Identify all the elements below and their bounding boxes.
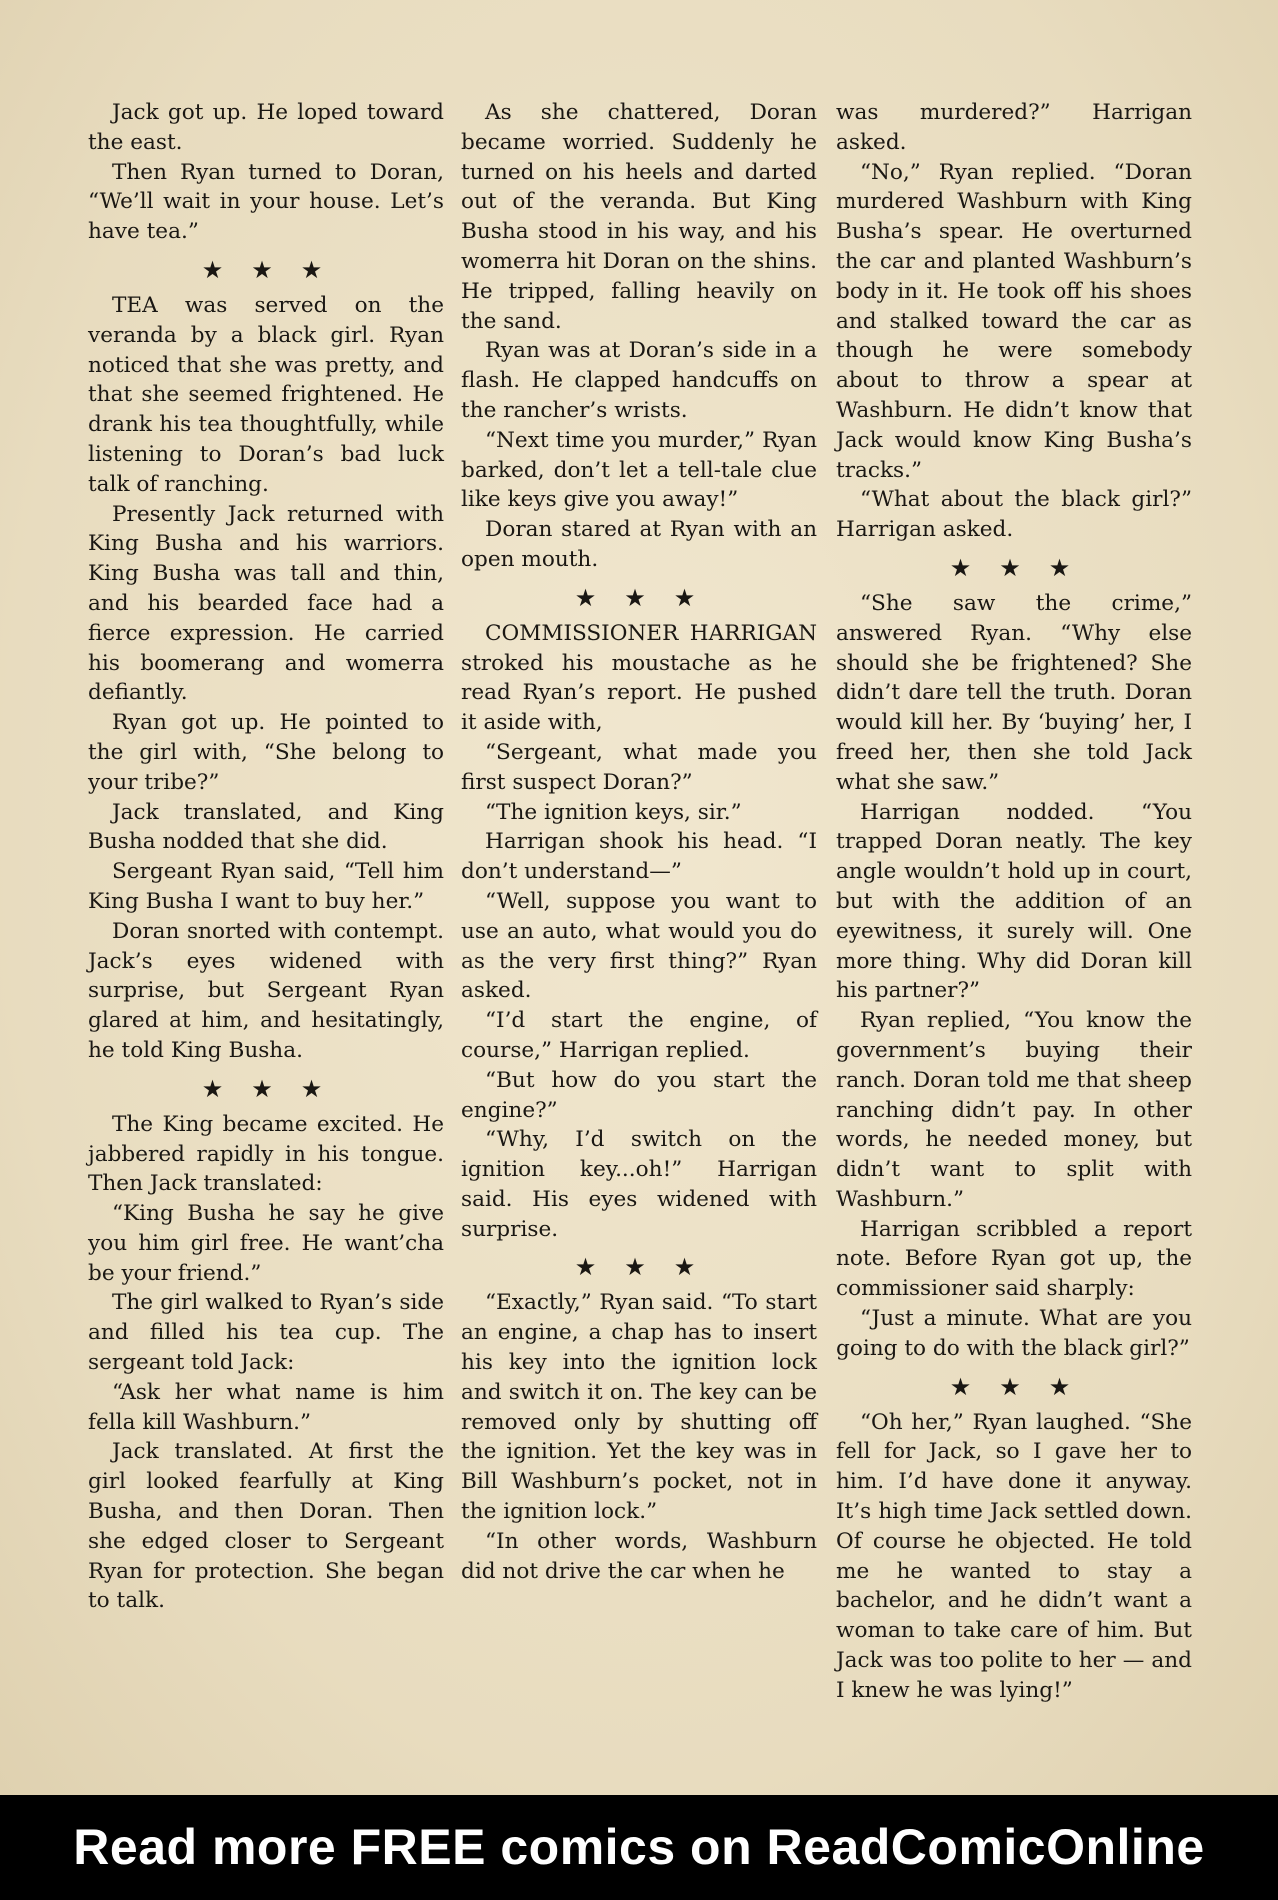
paragraph: “Just a minute. What are you going to do with the black girl?” [836,1306,1192,1361]
paragraph: “In other words, Washburn did not drive the car when he [461,1528,817,1584]
text-column-3 [836,98,1192,1706]
section-divider-stars: ★★★ [949,1372,1099,1401]
paragraph: “No,” Ryan replied. “Doran murdered Washburn with King Busha’s spear. He overturned the car and planted Washburn’s body in it. He took off his shoes and stalked toward the car as though he were somebody about to throw a spear at Washburn. He didn’t know that Jack would know King Busha’s tracks.” [836,159,1192,483]
paragraph: “Why, I’d switch on the ignition key...oh!” Harrigan said. His eyes widened with surprise. [461,1127,817,1242]
section-divider-stars: ★★★ [574,583,724,612]
text-column-1 [88,98,444,1616]
section-divider-stars: ★★★ [949,553,1099,582]
paragraph: TEA was served on the veranda by a black girl. Ryan noticed that she was pretty, and that she seemed frightened. He drank his tea thoughtfully, while listening to Doran’s bad luck talk of ranching. [88,292,444,497]
paragraph: “What about the black girl?” Harrigan asked. [836,487,1192,543]
paragraph: “But how do you start the engine?” [461,1067,817,1123]
paragraph: Then Ryan turned to Doran, “We’ll wait in your house. Let’s have tea.” [88,159,444,245]
section-divider-stars: ★★★ [201,255,351,284]
paragraph: Jack got up. He loped toward the east. [88,100,444,155]
paragraph: Doran snorted with contempt. Jack’s eyes widened with surprise, but Sergeant Ryan glared at him, and hesitatingly, he told King Busha. [88,918,444,1063]
paragraph: Harrigan nodded. “You trapped Doran neatly. The key angle wouldn’t hold up in court, but with the addition of an eyewitness, it surely will. One more thing. Why did Doran kill his partner?” [836,799,1192,1004]
paragraph: The King became excited. He jabbered rapidly in his tongue. Then Jack translated: [88,1111,444,1197]
paragraph: Ryan got up. He pointed to the girl with, “She belong to your tribe?” [88,710,444,795]
paragraph: Ryan was at Doran’s side in a flash. He clapped handcuffs on the rancher’s wrists. [461,338,817,423]
paragraph: COMMISSIONER HARRIGAN stroked his moustache as he read Ryan’s report. He pushed it aside with, [461,620,817,736]
section-divider-stars: ★★★ [201,1074,351,1103]
paragraph: Jack translated. At first the girl looked fearfully at King Busha, and then Doran. Then she edged closer to Sergeant Ryan for protection. She began to talk. [88,1439,444,1614]
promo-banner[interactable]: Read more FREE comics on ReadComicOnline [0,1795,1278,1900]
paragraph: Presently Jack returned with King Busha and his warriors. King Busha was tall and thin, and his bearded face had a fierce expression. He carried his boomerang and womerra defiantly. [88,501,444,706]
paragraph: “Ask her what name is him fella kill Washburn.” [88,1379,444,1435]
paragraph: Jack translated, and King Busha nodded that she did. [88,799,444,855]
paragraph: Harrigan scribbled a report note. Before Ryan got up, the commissioner said sharply: [836,1216,1192,1302]
paragraph: Sergeant Ryan said, “Tell him King Busha I want to buy her.” [88,859,444,914]
paragraph: “King Busha he say he give you him girl free. He want’cha be your friend.” [88,1201,444,1286]
paragraph: “Exactly,” Ryan said. “To start an engine, a chap has to insert his key into the ignition lock and switch it on. The key can be removed only by shutting off the ignition. Yet the key was in Bill Washburn’s pocket, not in the ignition lock.” [461,1290,817,1525]
paragraph: “Well, suppose you want to use an auto, what would you do as the very first thing?” Ryan asked. [461,888,817,1004]
section-divider-stars: ★★★ [574,1253,724,1282]
paragraph: The girl walked to Ryan’s side and filled his tea cup. The sergeant told Jack: [88,1290,444,1376]
continued-paragraph: was murdered?” Harrigan asked. [836,100,1192,155]
paragraph: Doran stared at Ryan with an open mouth. [461,517,817,572]
paragraph: “Oh her,” Ryan laughed. “She fell for Jack, so I gave her to him. I’d have done it anyway. It’s high time Jack settled down. Of course he objected. He told me he wanted to stay a bachelor, and he didn’t want a woman to take care of him. But Jack was too polite to her — and I knew he was lying!” [836,1409,1192,1703]
paragraph: “She saw the crime,” answered Ryan. “Why else should she be frightened? She didn’t dare tell the truth. Doran would kill her. By ‘buying’ her, I freed her, then she told Jack what she saw.” [836,590,1192,795]
paragraph: “Sergeant, what made you first suspect Doran?” [461,739,817,795]
paragraph: “I’d start the engine, of course,” Harrigan replied. [461,1008,817,1063]
paragraph: “Next time you murder,” Ryan barked, don’t let a tell-tale clue like keys give you away!” [461,427,817,513]
paragraph: As she chattered, Doran became worried. Suddenly he turned on his heels and darted out of the veranda. But King Busha stood in his way, and his womerra hit Doran on the shins. He tripped, falling heavily on the sand. [461,100,817,334]
paragraph: Ryan replied, “You know the government’s buying their ranch. Doran told me that sheep ranching didn’t pay. In other words, he needed money, but didn’t want to split with Washburn.” [836,1008,1192,1212]
paragraph: “The ignition keys, sir.” [485,799,742,825]
paragraph: Harrigan shook his head. “I don’t understand—” [461,829,817,885]
text-column-2 [461,98,817,1586]
